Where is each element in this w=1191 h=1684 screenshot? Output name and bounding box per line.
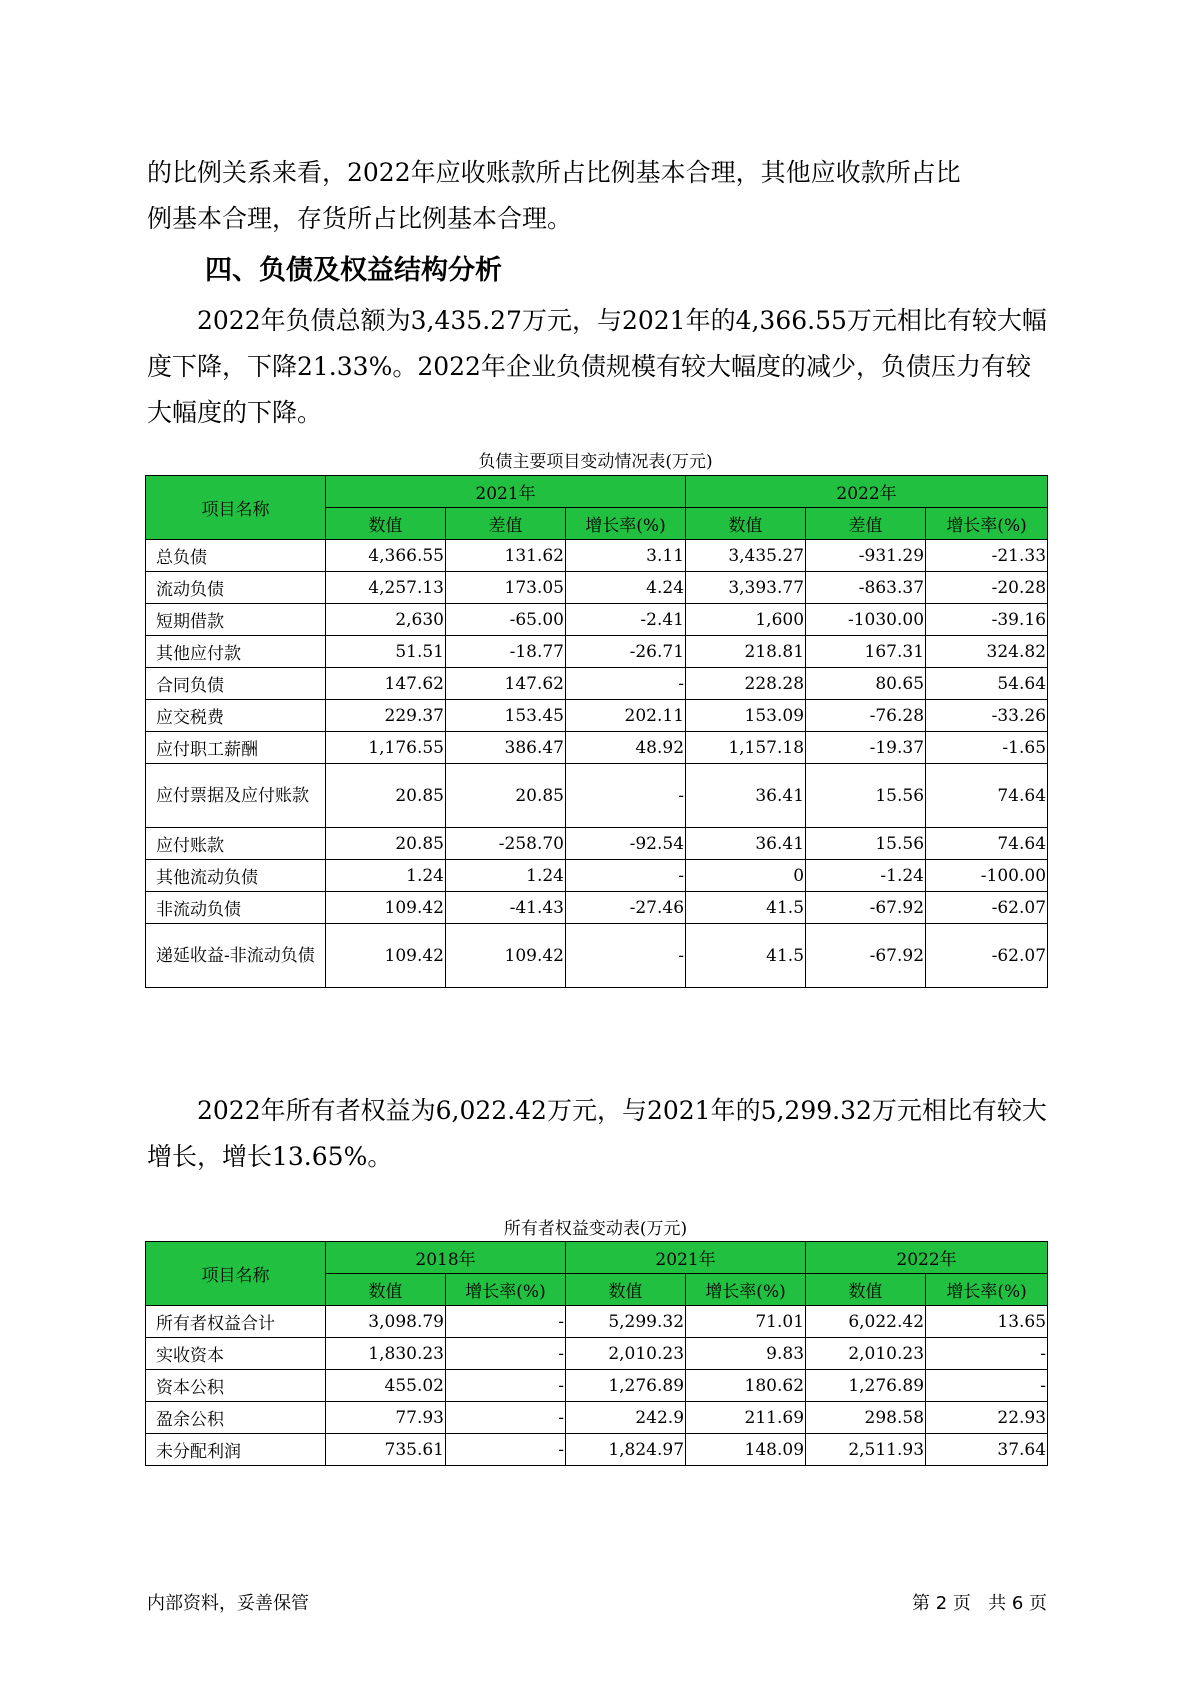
cell-rate: -100.00 [926, 860, 1048, 892]
cell-value: 77.93 [326, 1402, 446, 1434]
cell-value: 3,098.79 [326, 1306, 446, 1338]
cell-diff: 131.62 [446, 540, 566, 572]
cell-rate: - [566, 668, 686, 700]
header-rate: 增长率(%) [686, 1274, 806, 1306]
cell-rate: 9.83 [686, 1338, 806, 1370]
table-row [146, 1370, 1048, 1402]
header-value: 数值 [686, 508, 806, 540]
cell-value: 228.28 [686, 668, 806, 700]
cell-rate: 22.93 [926, 1402, 1048, 1434]
cell-value: 4,366.55 [326, 540, 446, 572]
cell-rate: -39.16 [926, 604, 1048, 636]
cell-value: 735.61 [326, 1434, 446, 1466]
table-row [146, 764, 1048, 828]
cell-rate: -20.28 [926, 572, 1048, 604]
cell-rate: -62.07 [926, 924, 1048, 988]
cell-rate: 324.82 [926, 636, 1048, 668]
cell-rate: - [446, 1434, 566, 1466]
cell-rate: 13.65 [926, 1306, 1048, 1338]
cell-value: 41.5 [686, 892, 806, 924]
row-name: 总负债 [146, 540, 326, 572]
cell-rate: - [566, 764, 686, 828]
cell-diff: 386.47 [446, 732, 566, 764]
equity-paragraph: 2022年所有者权益为6,022.42万元，与2021年的5,299.32万元相比有较大增长，增长13.65%。 [147, 1096, 1047, 1171]
cell-diff: -65.00 [446, 604, 566, 636]
row-name: 资本公积 [146, 1370, 326, 1402]
cell-value: 153.09 [686, 700, 806, 732]
cell-value: 1,824.97 [566, 1434, 686, 1466]
cell-value: 6,022.42 [806, 1306, 926, 1338]
liability-paragraph: 2022年负债总额为3,435.27万元，与2021年的4,366.55万元相比有较大幅度下降，下降21.33%。2022年企业负债规模有较大幅度的减少，负债压力有较大幅度的下降。 [147, 306, 1047, 427]
cell-diff: -18.77 [446, 636, 566, 668]
row-name: 盈余公积 [146, 1402, 326, 1434]
cell-rate: - [926, 1338, 1048, 1370]
cell-value: 36.41 [686, 828, 806, 860]
row-name: 其他流动负债 [146, 860, 326, 892]
row-name: 应付账款 [146, 828, 326, 860]
row-name: 短期借款 [146, 604, 326, 636]
cell-rate: 54.64 [926, 668, 1048, 700]
header-year-2022: 2022年 [686, 476, 1048, 508]
row-name: 其他应付款 [146, 636, 326, 668]
row-name: 实收资本 [146, 1338, 326, 1370]
cell-diff: -863.37 [806, 572, 926, 604]
header-year-2018: 2018年 [326, 1242, 566, 1274]
cell-rate: -27.46 [566, 892, 686, 924]
cell-rate: - [446, 1402, 566, 1434]
cell-diff: 167.31 [806, 636, 926, 668]
header-value: 数值 [326, 1274, 446, 1306]
cell-value: 3,393.77 [686, 572, 806, 604]
cell-diff: -1.24 [806, 860, 926, 892]
cell-value: 1.24 [326, 860, 446, 892]
cell-rate: 3.11 [566, 540, 686, 572]
cell-value: 2,010.23 [566, 1338, 686, 1370]
cell-diff: 80.65 [806, 668, 926, 700]
header-diff: 差值 [446, 508, 566, 540]
cell-value: 20.85 [326, 764, 446, 828]
cell-rate: -33.26 [926, 700, 1048, 732]
cell-rate: 71.01 [686, 1306, 806, 1338]
cell-value: 36.41 [686, 764, 806, 828]
table-row [146, 1434, 1048, 1466]
cell-value: 4,257.13 [326, 572, 446, 604]
cell-value: 455.02 [326, 1370, 446, 1402]
cell-value: 109.42 [326, 892, 446, 924]
cell-diff: -76.28 [806, 700, 926, 732]
table-row [146, 540, 1048, 572]
cell-rate: -2.41 [566, 604, 686, 636]
table-row [146, 892, 1048, 924]
cell-value: 1,600 [686, 604, 806, 636]
cell-value: 20.85 [326, 828, 446, 860]
table-row [146, 924, 1048, 988]
row-name: 应付票据及应付账款 [146, 764, 326, 828]
header-diff: 差值 [806, 508, 926, 540]
cell-value: 1,157.18 [686, 732, 806, 764]
footer-confidential: 内部资料，妥善保管 [147, 1593, 309, 1614]
cell-value: 242.9 [566, 1402, 686, 1434]
cell-rate: -21.33 [926, 540, 1048, 572]
cell-value: 1,276.89 [806, 1370, 926, 1402]
cell-value: 3,435.27 [686, 540, 806, 572]
table-row [146, 700, 1048, 732]
cell-diff: -67.92 [806, 892, 926, 924]
cell-rate: 148.09 [686, 1434, 806, 1466]
table-row [146, 636, 1048, 668]
liability-table [145, 475, 1048, 988]
intro-line-1: 的比例关系来看，2022年应收账款所占比例基本合理，其他应收款所占比 [147, 158, 961, 187]
cell-value: 41.5 [686, 924, 806, 988]
cell-rate: - [446, 1306, 566, 1338]
cell-diff: -931.29 [806, 540, 926, 572]
header-rate: 增长率(%) [926, 1274, 1048, 1306]
table-row [146, 1306, 1048, 1338]
table-row [146, 828, 1048, 860]
cell-diff: 15.56 [806, 828, 926, 860]
cell-value: 298.58 [806, 1402, 926, 1434]
cell-rate: 4.24 [566, 572, 686, 604]
cell-rate: 37.64 [926, 1434, 1048, 1466]
cell-diff: 1.24 [446, 860, 566, 892]
cell-rate: - [446, 1370, 566, 1402]
header-value: 数值 [326, 508, 446, 540]
cell-value: 2,511.93 [806, 1434, 926, 1466]
cell-value: 1,276.89 [566, 1370, 686, 1402]
header-year-2021: 2021年 [326, 476, 686, 508]
header-value: 数值 [806, 1274, 926, 1306]
liability-table-caption: 负债主要项目变动情况表(万元) [478, 452, 713, 472]
section-heading: 四、负债及权益结构分析 [205, 255, 502, 286]
cell-rate: 180.62 [686, 1370, 806, 1402]
cell-rate: -62.07 [926, 892, 1048, 924]
intro-line-2: 例基本合理，存货所占比例基本合理。 [147, 204, 573, 233]
header-value: 数值 [566, 1274, 686, 1306]
row-name: 合同负债 [146, 668, 326, 700]
cell-diff: -258.70 [446, 828, 566, 860]
equity-table-caption: 所有者权益变动表(万元) [503, 1219, 688, 1239]
table-row [146, 604, 1048, 636]
cell-diff: 153.45 [446, 700, 566, 732]
cell-diff: -1030.00 [806, 604, 926, 636]
cell-diff: -67.92 [806, 924, 926, 988]
header-year-2022: 2022年 [806, 1242, 1048, 1274]
cell-rate: - [926, 1370, 1048, 1402]
cell-value: 2,010.23 [806, 1338, 926, 1370]
cell-diff: 173.05 [446, 572, 566, 604]
table-row [146, 732, 1048, 764]
cell-rate: 74.64 [926, 828, 1048, 860]
row-name: 应付职工薪酬 [146, 732, 326, 764]
cell-rate: 48.92 [566, 732, 686, 764]
cell-value: 1,176.55 [326, 732, 446, 764]
cell-rate: -92.54 [566, 828, 686, 860]
cell-rate: - [446, 1338, 566, 1370]
cell-rate: -26.71 [566, 636, 686, 668]
cell-value: 1,830.23 [326, 1338, 446, 1370]
equity-table [145, 1241, 1048, 1466]
cell-diff: -41.43 [446, 892, 566, 924]
cell-value: 218.81 [686, 636, 806, 668]
row-name: 递延收益-非流动负债 [146, 924, 326, 988]
header-rate: 增长率(%) [926, 508, 1048, 540]
cell-diff: 20.85 [446, 764, 566, 828]
table-row [146, 1338, 1048, 1370]
row-name: 流动负债 [146, 572, 326, 604]
cell-rate: - [566, 924, 686, 988]
cell-diff: 147.62 [446, 668, 566, 700]
cell-rate: 202.11 [566, 700, 686, 732]
cell-value: 2,630 [326, 604, 446, 636]
cell-value: 109.42 [326, 924, 446, 988]
table-row [146, 1402, 1048, 1434]
cell-rate: 211.69 [686, 1402, 806, 1434]
cell-value: 0 [686, 860, 806, 892]
cell-diff: 109.42 [446, 924, 566, 988]
cell-rate: -1.65 [926, 732, 1048, 764]
header-year-2021: 2021年 [566, 1242, 806, 1274]
cell-diff: -19.37 [806, 732, 926, 764]
cell-rate: - [566, 860, 686, 892]
cell-value: 147.62 [326, 668, 446, 700]
header-item-name: 项目名称 [146, 1242, 326, 1306]
cell-value: 5,299.32 [566, 1306, 686, 1338]
cell-value: 229.37 [326, 700, 446, 732]
header-rate: 增长率(%) [446, 1274, 566, 1306]
header-rate: 增长率(%) [566, 508, 686, 540]
footer-page-number: 第 2 页 共 6 页 [912, 1593, 1047, 1614]
row-name: 应交税费 [146, 700, 326, 732]
cell-value: 51.51 [326, 636, 446, 668]
table-row [146, 572, 1048, 604]
table-row [146, 668, 1048, 700]
header-item-name: 项目名称 [146, 476, 326, 540]
cell-diff: 15.56 [806, 764, 926, 828]
row-name: 所有者权益合计 [146, 1306, 326, 1338]
row-name: 非流动负债 [146, 892, 326, 924]
cell-rate: 74.64 [926, 764, 1048, 828]
table-row [146, 860, 1048, 892]
row-name: 未分配利润 [146, 1434, 326, 1466]
